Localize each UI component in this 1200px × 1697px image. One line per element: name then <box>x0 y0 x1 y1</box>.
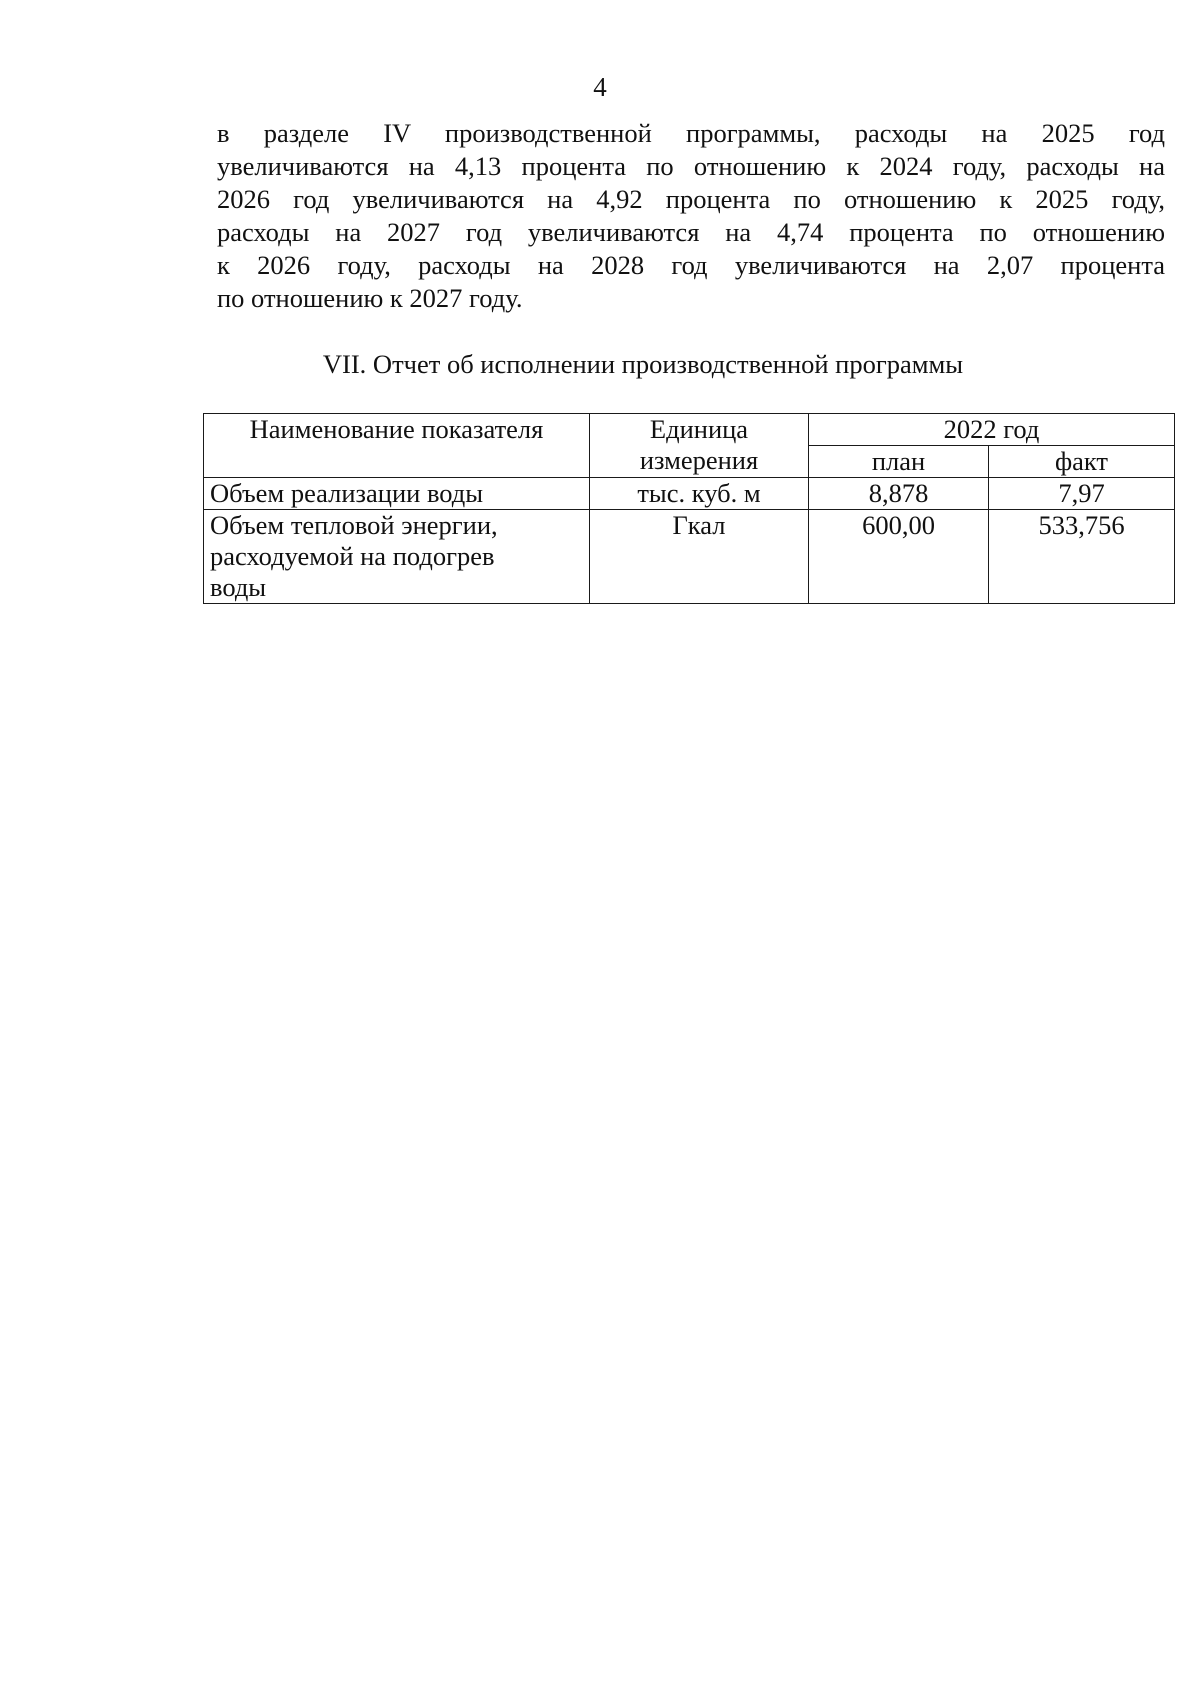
header-plan: план <box>809 446 989 478</box>
row-fact-value: 533,756 <box>989 510 1175 604</box>
report-table <box>203 413 1175 604</box>
paragraph-line: увеличиваются на 4,13 процента по отношению к 2024 году, расходы на <box>217 151 1165 181</box>
row-plan-value: 600,00 <box>809 510 989 604</box>
paragraph-line: расходы на 2027 год увеличиваются на 4,74 процента по отношению <box>217 217 1165 247</box>
row-name-line: воды <box>210 572 267 602</box>
body-paragraph <box>217 117 1165 315</box>
table-header-row <box>204 414 1175 446</box>
row-name-line: Объем тепловой энергии, <box>210 510 498 540</box>
header-indicator-name: Наименование показателя <box>204 414 590 478</box>
paragraph-line: в разделе IV производственной программы, расходы на 2025 год <box>217 118 1165 148</box>
header-unit-line: измерения <box>639 445 759 475</box>
row-plan-value: 8,878 <box>809 478 989 510</box>
header-year: 2022 год <box>809 414 1175 446</box>
paragraph-line: по отношению к 2027 году. <box>217 283 523 313</box>
row-unit: Гкал <box>590 510 809 604</box>
header-fact: факт <box>989 446 1175 478</box>
page-number: 4 <box>593 72 607 102</box>
paragraph-line: к 2026 году, расходы на 2028 год увеличиваются на 2,07 процента <box>217 250 1165 280</box>
row-fact-value: 7,97 <box>989 478 1175 510</box>
row-indicator-name <box>204 510 590 604</box>
header-unit <box>590 414 809 478</box>
table-row <box>204 510 1175 604</box>
row-name-line: расходуемой на подогрев <box>210 541 495 571</box>
paragraph-line: 2026 год увеличиваются на 4,92 процента по отношению к 2025 году, <box>217 184 1165 214</box>
table-row <box>204 478 1175 510</box>
row-indicator-name: Объем реализации воды <box>204 478 590 510</box>
section-heading: VII. Отчет об исполнении производственной программы <box>322 349 964 379</box>
row-unit: тыс. куб. м <box>590 478 809 510</box>
header-unit-line: Единица <box>649 414 749 444</box>
